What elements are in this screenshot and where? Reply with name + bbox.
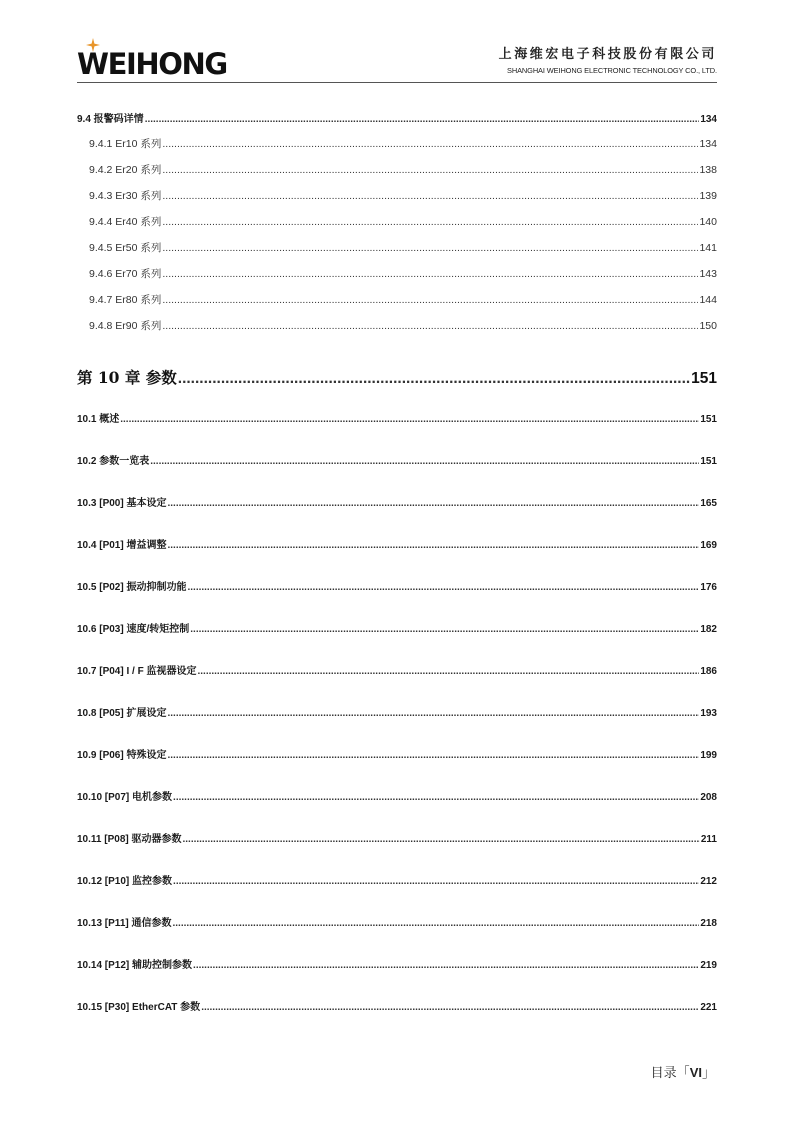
- toc-entry[interactable]: [77, 578, 717, 593]
- toc-entry[interactable]: [77, 914, 717, 929]
- toc-entry-page: 199: [700, 750, 717, 761]
- page-header: [77, 38, 717, 84]
- toc-entry-page: 150: [699, 320, 717, 332]
- toc-entry-page: 144: [699, 294, 717, 306]
- company-name-en: SHANGHAI WEIHONG ELECTRONIC TECHNOLOGY CO., LTD.: [507, 66, 717, 75]
- toc-entry[interactable]: [77, 292, 717, 307]
- toc-entry-page: 219: [700, 960, 717, 971]
- toc-leader-dots: [162, 242, 698, 254]
- toc-leader-dots: [167, 498, 699, 509]
- toc-entry-page: 138: [699, 164, 717, 176]
- toc-entry-label: 9.4.2 Er20 系列: [89, 164, 162, 176]
- toc-entry[interactable]: [77, 620, 717, 635]
- toc-entry-page: 218: [700, 918, 717, 929]
- toc-leader-dots: [162, 294, 698, 306]
- company-name-cn: 上海维宏电子科技股份有限公司: [498, 47, 717, 62]
- toc-entry[interactable]: [77, 788, 717, 803]
- toc-entry-label: 9.4.5 Er50 系列: [89, 242, 162, 254]
- toc-entry-page: 151: [700, 414, 717, 425]
- toc-leader-dots: [173, 792, 699, 803]
- toc-leader-dots: [167, 750, 699, 761]
- toc-entry-label: 9.4.4 Er40 系列: [89, 216, 162, 228]
- toc-entry-label: 9.4.3 Er30 系列: [89, 190, 162, 202]
- toc-leader-dots: [172, 918, 699, 929]
- toc-entry-label: 9.4.1 Er10 系列: [89, 138, 162, 150]
- toc-entry-page: 176: [700, 582, 717, 593]
- toc-leader-dots: [162, 268, 698, 280]
- toc-entry-label: 10.8 [P05] 扩展设定: [77, 708, 167, 719]
- toc-entry-label: 10.15 [P30] EtherCAT 参数: [77, 1002, 201, 1013]
- header-divider: [77, 82, 717, 83]
- toc-entry-label: 10.6 [P03] 速度/转矩控制: [77, 624, 190, 635]
- toc-entry[interactable]: [77, 110, 717, 125]
- toc-leader-dots: [120, 414, 699, 425]
- toc-entry-page: 211: [700, 834, 717, 845]
- toc-entry[interactable]: [77, 662, 717, 677]
- toc-entry[interactable]: [77, 266, 717, 281]
- toc-entry-label: 9.4.7 Er80 系列: [89, 294, 162, 306]
- toc-entry-page: 141: [699, 242, 717, 254]
- toc-leader-dots: [162, 190, 698, 202]
- toc-entry-label: 10.3 [P00] 基本设定: [77, 498, 167, 509]
- toc-entry-label: 10.9 [P06] 特殊设定: [77, 750, 167, 761]
- toc-entry[interactable]: [77, 240, 717, 255]
- page-footer: [651, 1062, 715, 1081]
- toc-entry-label: 10.12 [P10] 监控参数: [77, 876, 173, 887]
- toc-leader-dots: [150, 456, 699, 467]
- toc-entry-label: 10.2 参数一览表: [77, 456, 150, 467]
- toc-entry-page: 221: [700, 1002, 717, 1013]
- toc-entry-label: 10.10 [P07] 电机参数: [77, 792, 173, 803]
- footer-bracket-close: 」: [701, 1065, 715, 1080]
- toc-entry-label: 第 10 章 参数: [77, 368, 177, 387]
- toc-entry-page: 212: [700, 876, 717, 887]
- toc-entry[interactable]: [77, 956, 717, 971]
- toc-entry-label: 10.14 [P12] 辅助控制参数: [77, 960, 193, 971]
- toc-entry[interactable]: [77, 162, 717, 177]
- toc-entry-label: 10.11 [P08] 驱动器参数: [77, 834, 182, 845]
- toc-entry-page: 169: [700, 540, 717, 551]
- footer-label: 目录: [650, 1065, 677, 1080]
- toc-entry-label: 9.4.8 Er90 系列: [89, 320, 162, 332]
- toc-leader-dots: [162, 138, 698, 150]
- toc-entry[interactable]: [77, 214, 717, 229]
- toc-leader-dots: [162, 320, 698, 332]
- toc-entry[interactable]: [77, 410, 717, 425]
- toc-entry-page: 165: [700, 498, 717, 509]
- toc-leader-dots: [145, 114, 700, 125]
- toc-entry-page: 134: [700, 114, 717, 125]
- toc-entry-page: 193: [700, 708, 717, 719]
- toc-entry[interactable]: [77, 136, 717, 151]
- toc-leader-dots: [197, 666, 699, 677]
- toc-entry-label: 10.5 [P02] 振动抑制功能: [77, 582, 187, 593]
- toc-leader-dots: [162, 216, 698, 228]
- toc-entry-label: 9.4 报警码详情: [77, 114, 144, 125]
- toc-entry-label: 10.4 [P01] 增益调整: [77, 540, 167, 551]
- toc-entry[interactable]: [77, 830, 717, 845]
- toc-leader-dots: [187, 582, 699, 593]
- toc-leader-dots: [178, 370, 690, 388]
- toc-leader-dots: [162, 164, 698, 176]
- toc-entry-label: 10.7 [P04] I / F 监视器设定: [77, 666, 197, 677]
- toc-entry[interactable]: [77, 452, 717, 467]
- toc-leader-dots: [173, 876, 699, 887]
- toc-leader-dots: [167, 540, 699, 551]
- toc-entry[interactable]: [77, 872, 717, 887]
- toc-entry[interactable]: [77, 998, 717, 1013]
- toc-entry-page: 143: [699, 268, 717, 280]
- toc-entry[interactable]: [77, 318, 717, 333]
- toc-entry-page: 186: [700, 666, 717, 677]
- toc-entry[interactable]: [77, 704, 717, 719]
- footer-page-number: VI: [689, 1065, 702, 1080]
- footer-bracket-open: 「: [676, 1065, 690, 1080]
- toc-entry-page: 140: [699, 216, 717, 228]
- weihong-logo: [77, 42, 247, 82]
- toc-leader-dots: [167, 708, 699, 719]
- toc-entry[interactable]: [77, 494, 717, 509]
- logo-text: WEIHONG: [77, 47, 227, 81]
- toc-entry-page: 182: [700, 624, 717, 635]
- toc-entry[interactable]: [77, 188, 717, 203]
- toc-entry-page: 139: [699, 190, 717, 202]
- toc-leader-dots: [193, 960, 699, 971]
- toc-entry-page: 151: [691, 370, 717, 387]
- toc-entry-page: 134: [699, 138, 717, 150]
- company-name: [499, 47, 717, 75]
- toc-entry-page: 208: [700, 792, 717, 803]
- toc-entry-label: 9.4.6 Er70 系列: [89, 268, 162, 280]
- toc-entry-label: 10.1 概述: [77, 414, 120, 425]
- toc-leader-dots: [182, 834, 699, 845]
- toc-entry-page: 151: [700, 456, 717, 467]
- toc-entry-label: 10.13 [P11] 通信参数: [77, 918, 172, 929]
- toc-chapter[interactable]: [77, 366, 717, 388]
- toc-leader-dots: [201, 1002, 699, 1013]
- toc-leader-dots: [190, 624, 699, 635]
- toc-entry[interactable]: [77, 536, 717, 551]
- toc-entry[interactable]: [77, 746, 717, 761]
